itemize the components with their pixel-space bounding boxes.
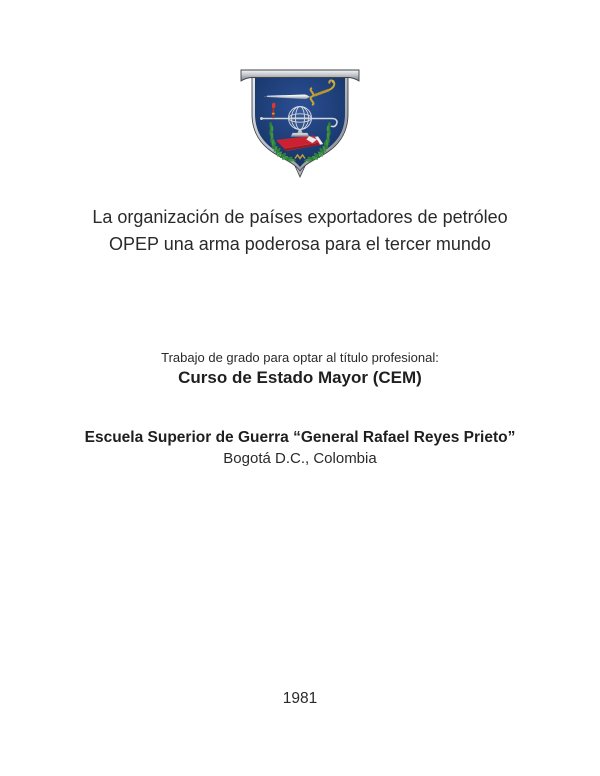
degree-note: Trabajo de grado para optar al título profesional: xyxy=(161,350,439,365)
degree-program: Curso de Estado Mayor (CEM) xyxy=(178,368,422,387)
institution-name: Escuela Superior de Guerra “General Rafael Reyes Prieto” xyxy=(84,429,516,446)
crest-svg xyxy=(240,69,360,179)
institution-location: Bogotá D.C., Colombia xyxy=(223,450,377,467)
publication-year: 1981 xyxy=(282,690,318,707)
school-crest-icon xyxy=(240,69,360,177)
title-line-1: La organización de países exportadores de petróleo xyxy=(92,207,508,227)
title-line-2: OPEP una arma poderosa para el tercer mundo xyxy=(109,234,491,254)
document-title xyxy=(0,204,600,258)
